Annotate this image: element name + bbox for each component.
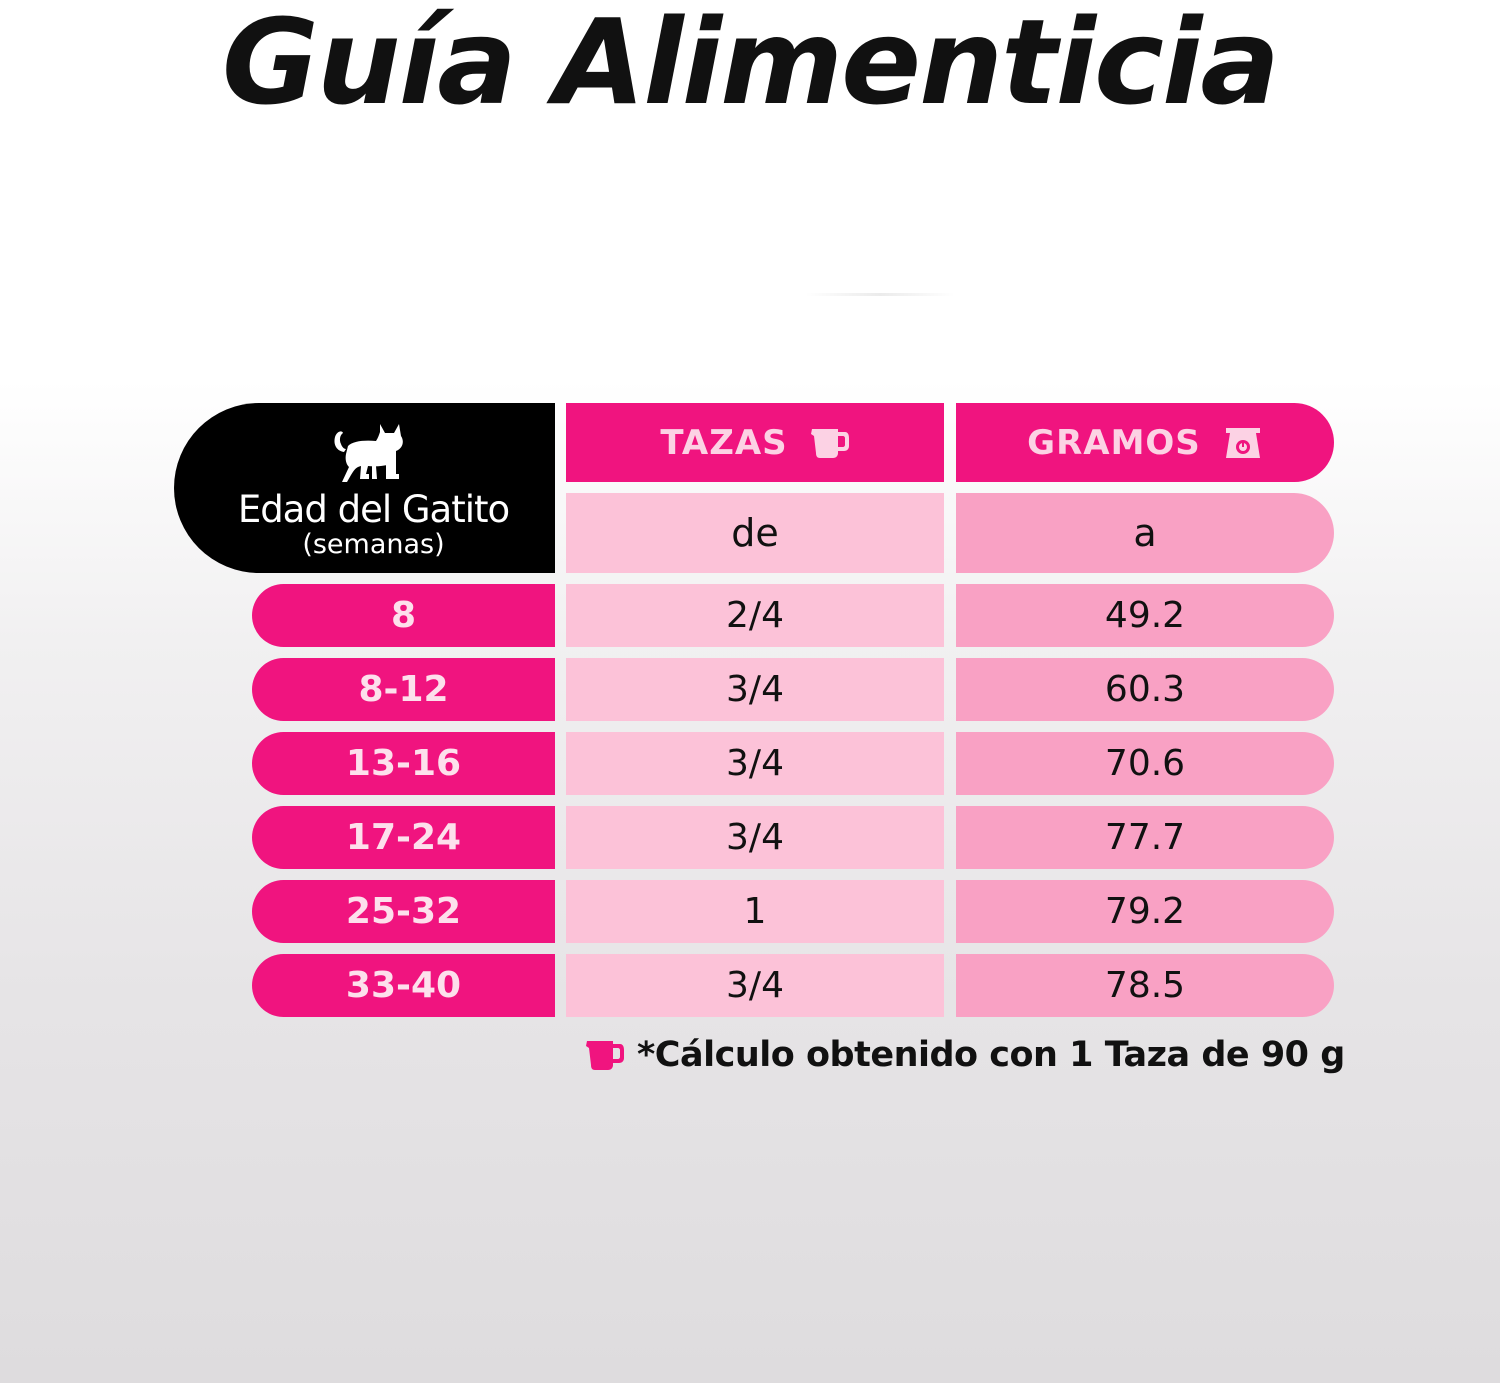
- age-cell: 13-16: [252, 732, 555, 795]
- grams-header-label: GRAMOS: [1027, 422, 1201, 463]
- footnote-text: *Cálculo obtenido con 1 Taza de 90 g: [637, 1035, 1345, 1075]
- cups-column-header: [566, 403, 944, 482]
- age-column-header: [174, 403, 555, 573]
- divider: [805, 293, 955, 296]
- age-cell: 8: [252, 584, 555, 647]
- grams-cell: 60.3: [956, 658, 1334, 721]
- cups-cell: 2/4: [566, 584, 944, 647]
- page-title: Guía Alimenticia: [221, 0, 1279, 131]
- age-header-unit: (semanas): [302, 529, 445, 560]
- measuring-cup-icon: [810, 426, 850, 460]
- grams-column-header: [956, 403, 1334, 482]
- scale-icon: [1223, 426, 1263, 460]
- cups-cell: 3/4: [566, 658, 944, 721]
- grams-cell: 78.5: [956, 954, 1334, 1017]
- cups-subheader: de: [566, 493, 944, 573]
- grams-cell: 77.7: [956, 806, 1334, 869]
- age-header-label: Edad del Gatito: [237, 488, 510, 531]
- grams-cell: 79.2: [956, 880, 1334, 943]
- cups-cell: 3/4: [566, 806, 944, 869]
- grams-cell: 49.2: [956, 584, 1334, 647]
- cat-icon: [330, 422, 410, 488]
- age-cell: 25-32: [252, 880, 555, 943]
- grams-cell: 70.6: [956, 732, 1334, 795]
- cups-header-label: TAZAS: [660, 422, 788, 463]
- cups-cell: 1: [566, 880, 944, 943]
- age-cell: 8-12: [252, 658, 555, 721]
- age-cell: 17-24: [252, 806, 555, 869]
- measuring-cup-icon: [585, 1038, 625, 1072]
- grams-subheader: a: [956, 493, 1334, 573]
- age-cell: 33-40: [252, 954, 555, 1017]
- cups-cell: 3/4: [566, 954, 944, 1017]
- footnote: [585, 1030, 1345, 1080]
- cups-cell: 3/4: [566, 732, 944, 795]
